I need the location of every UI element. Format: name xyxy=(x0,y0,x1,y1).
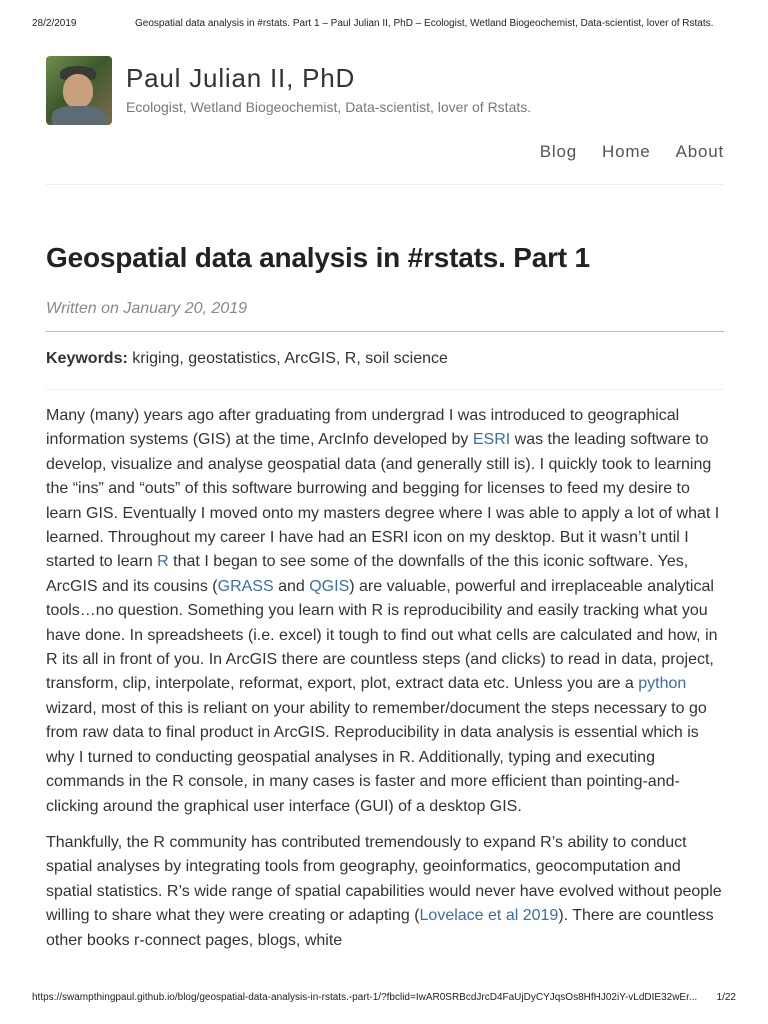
qgis-link[interactable]: QGIS xyxy=(309,577,350,595)
print-date: 28/2/2019 xyxy=(32,18,77,29)
site-header xyxy=(46,56,724,186)
nav-item-home[interactable]: Home xyxy=(602,142,651,161)
r-link[interactable]: R xyxy=(157,553,169,571)
avatar-face-shape xyxy=(63,74,93,108)
paragraph-1 xyxy=(46,404,726,819)
post-keywords xyxy=(46,350,448,368)
main-nav xyxy=(515,142,724,162)
nav-item-blog[interactable]: Blog xyxy=(539,142,577,161)
p1-text-4: and xyxy=(273,577,310,595)
paragraph-2 xyxy=(46,831,726,953)
author-avatar[interactable] xyxy=(46,56,112,125)
avatar-shirt-shape xyxy=(52,106,106,125)
date-divider xyxy=(46,331,724,332)
p2-text-1: Thankfully, the R community has contributed tremendously to expand R’s ability to conduct spatial analyses by integrating tools from geography, geoinformatics, geocomputation and spatial statistics. R’s wide range of spatial capabilities would never have evolved without people willing to share what they were creating or adapting ( xyxy=(46,833,722,925)
lovelace-link[interactable]: Lovelace et al 2019 xyxy=(419,907,559,925)
p1-text-2: was the leading software to develop, visualize and analyse geospatial data (and generally still is). I quickly took to learning the “ins” and “outs” of this software burrowing and begging for licenses to feed my desire to learn GIS. Eventually I moved onto my masters degree where I was able to apply a lot of what I learned. Throughout my career I have had an ESRI icon on my desktop. But it wasn’t until I started to learn xyxy=(46,431,720,571)
nav-item-about[interactable]: About xyxy=(675,142,724,161)
print-document-title: Geospatial data analysis in #rstats. Part 1 – Paul Julian II, PhD – Ecologist, Wetland Biogeochemist, Data-scientist, lover of Rstats. xyxy=(135,18,714,29)
keywords-label: Keywords: xyxy=(46,350,128,367)
print-page-number: 1/22 xyxy=(716,992,736,1003)
p1-text-6: wizard, most of this is reliant on your ability to remember/document the steps necessary to go from raw data to final product in ArcGIS. Reproducibility in data analysis is essential which is why I turned to conducting geospatial analyses in R. Additionally, typing and executing commands in the R console, in many cases is faster and more efficient than pointing-and-clicking around the graphical user interface (GUI) of a desktop GIS. xyxy=(46,699,707,815)
grass-link[interactable]: GRASS xyxy=(217,577,274,595)
post-title: Geospatial data analysis in #rstats. Part 1 xyxy=(46,242,590,273)
p2-text-2: ). There are countless other books r-connect pages, blogs, white xyxy=(46,907,714,949)
header-divider xyxy=(46,184,724,185)
print-page-url: https://swampthingpaul.github.io/blog/geospatial-data-analysis-in-rstats.-part-1/?fbclid=IwAR0SRBcdJrcD4FaUjDyCYJqsOs8HfHJ02iY-vLdDIE32wEr... xyxy=(32,992,698,1003)
keywords-list: kriging, geostatistics, ArcGIS, R, soil science xyxy=(127,350,448,367)
site-tagline: Ecologist, Wetland Biogeochemist, Data-scientist, lover of Rstats. xyxy=(126,99,532,115)
p1-text-5: ) are valuable, powerful and irreplaceable analytical tools…no question. Something you learn with R is reproducibility and easily tracking what you have done. In spreadsheets (i.e. excel) it tough to find out what cells are calculated and how, in R its all in front of you. In ArcGIS there are countless steps (and clicks) to read in data, project, transform, clip, interpolate, reformat, export, plot, extract data etc. Unless you are a xyxy=(46,577,718,693)
post-body xyxy=(46,404,726,965)
keywords-divider xyxy=(46,389,724,390)
esri-link[interactable]: ESRI xyxy=(472,431,511,449)
site-title-link[interactable]: Paul Julian II, PhD xyxy=(126,63,356,93)
p1-text-3: that I began to see some of the downfalls of the this iconic software. Yes, ArcGIS and its cousins ( xyxy=(46,553,689,595)
post-date: Written on January 20, 2019 xyxy=(46,300,248,317)
p1-text-1: Many (many) years ago after graduating from undergrad I was introduced to geographical information systems (GIS) at the time, ArcInfo developed by xyxy=(46,407,680,449)
python-link[interactable]: python xyxy=(638,675,687,693)
